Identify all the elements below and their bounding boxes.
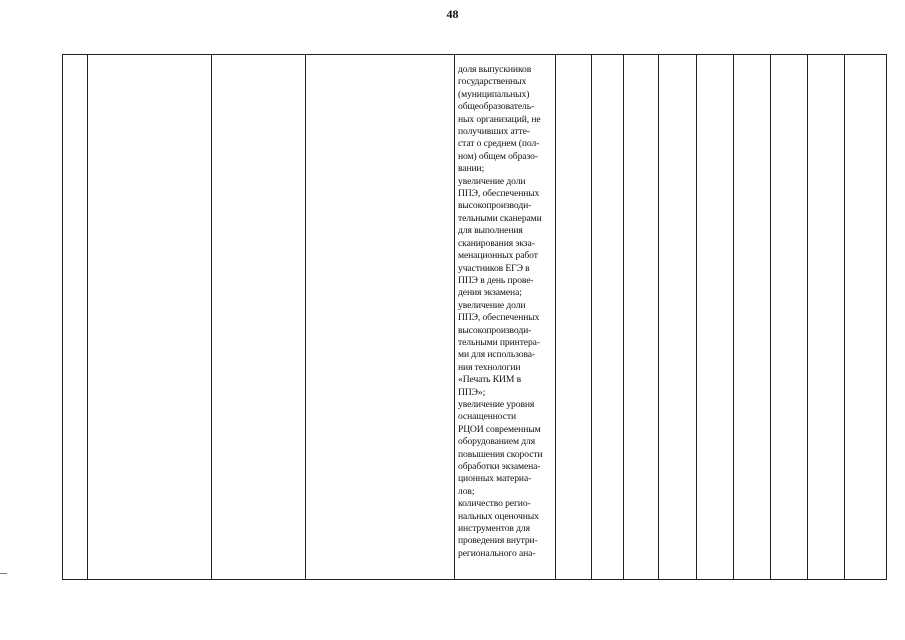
table-cell-executor — [212, 55, 306, 580]
table-cell-value — [845, 55, 887, 580]
table-cell-value — [592, 55, 624, 580]
table-cell-value — [771, 55, 808, 580]
table-cell-description — [306, 55, 455, 580]
table-cell-value — [734, 55, 771, 580]
page-number: 48 — [446, 7, 459, 21]
indicator-text: доля выпускников государственных (муниципальных) общеобразователь- ных организаций, не получивших атте- стат о среднем (пол- ном) общем образо- вании; увеличение доли ППЭ, обеспеченных высокопроизводи- тельными сканерами для выполнения сканирования экза- менационных работ участников ЕГЭ в ППЭ в день прове- дения экзамена; увеличение доли ППЭ, обеспеченных высокопроизводи- тельными принтера- ми для использова- ния технологии «Печать КИМ в ППЭ»; увеличение уровня оснащенности РЦОИ современным оборудованием для повышения скорости обработки экзамена- ционных материа- лов; количество регио- нальных оценочных инструментов для проведения внутри- регионального ана- — [458, 64, 543, 559]
table-cell-value — [624, 55, 659, 580]
table-cell-value — [659, 55, 697, 580]
table-cell-value — [697, 55, 734, 580]
table-cell-value — [556, 55, 592, 580]
document-table — [62, 54, 887, 580]
table-cell-value — [808, 55, 845, 580]
table-cell-name — [88, 55, 212, 580]
table-cell-indicators — [455, 55, 556, 580]
table-cell-number — [63, 55, 88, 580]
margin-mark — [0, 573, 7, 574]
table-row — [63, 55, 887, 580]
